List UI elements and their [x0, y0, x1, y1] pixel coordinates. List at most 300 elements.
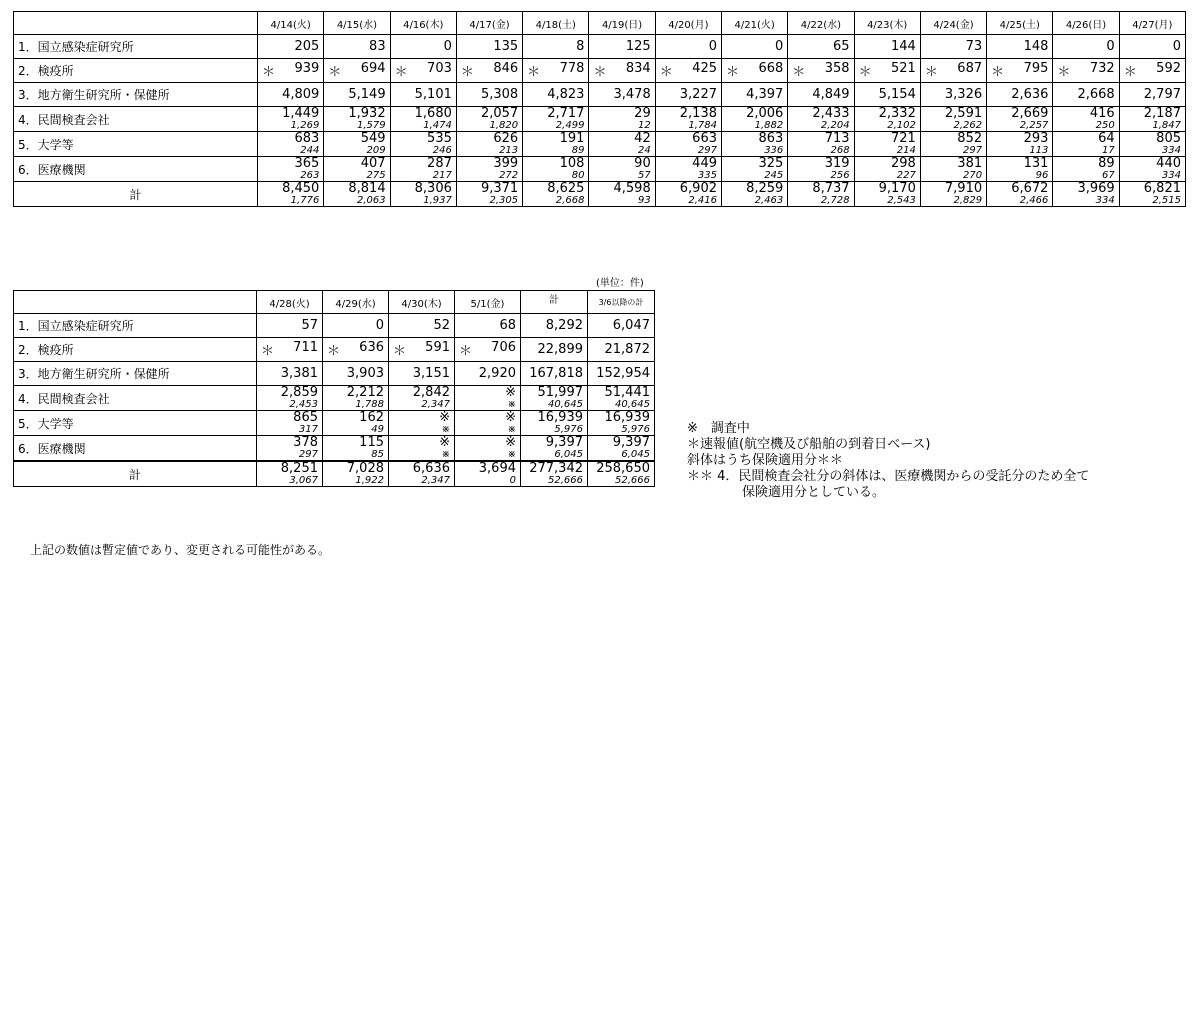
- value: 591: [425, 340, 450, 355]
- insured-value-cell: 263: [258, 170, 324, 182]
- value-cell: 863: [722, 132, 788, 146]
- value: 939: [294, 61, 320, 76]
- insured-value-cell: 213: [456, 145, 522, 157]
- provisional-marker: ＊: [1057, 65, 1071, 80]
- value-cell: 73: [920, 35, 986, 59]
- value-cell: 42: [589, 132, 655, 146]
- row-label: 4．民間検査会社: [14, 107, 258, 132]
- total-cell: 6,672: [987, 182, 1053, 196]
- insured-value-cell: 297: [655, 145, 721, 157]
- value-cell: 148: [987, 35, 1053, 59]
- total-cell: 8,814: [324, 182, 390, 196]
- row-label: 5．大学等: [14, 411, 257, 436]
- insured-value-cell: 96: [987, 170, 1053, 182]
- insured-value-cell: 80: [523, 170, 589, 182]
- insured-total-cell: 3,067: [257, 475, 323, 487]
- provisional-marker: ＊: [924, 65, 938, 80]
- total-label: 計: [14, 461, 257, 487]
- value-cell: [390, 59, 456, 83]
- date-header: 4/18(土): [523, 12, 589, 35]
- insured-value-cell: 1,784: [655, 120, 721, 132]
- insured-value-cell: 24: [589, 145, 655, 157]
- insured-value-cell: 268: [788, 145, 854, 157]
- insured-value-cell: 217: [390, 170, 456, 182]
- insured-since-mar6-cell: 6,045: [588, 449, 655, 461]
- value: 592: [1156, 61, 1181, 76]
- insured-total-cell: 5,976: [521, 424, 588, 436]
- value-cell: 663: [655, 132, 721, 146]
- insured-value-cell: 57: [589, 170, 655, 182]
- value-cell: ※: [389, 436, 455, 450]
- value-cell: 293: [987, 132, 1053, 146]
- value-cell: 29: [589, 107, 655, 121]
- value-cell: 2,859: [257, 386, 323, 400]
- value: 795: [1023, 61, 1049, 76]
- provisional-marker: ＊: [991, 65, 1005, 80]
- provisional-marker: ＊: [261, 344, 275, 359]
- value-cell: 162: [323, 411, 389, 425]
- insured-value-cell: ※: [455, 449, 521, 461]
- insured-total-cell: 2,416: [655, 195, 721, 207]
- row-total: [14, 182, 1186, 196]
- total-cell: 8,292: [521, 314, 588, 338]
- insured-value-cell: 335: [655, 170, 721, 182]
- insured-value-cell: 1,579: [324, 120, 390, 132]
- value-cell: 713: [788, 132, 854, 146]
- total-cell: 9,371: [456, 182, 522, 196]
- unit-label: (単位：件): [596, 278, 644, 289]
- total-cell: 8,450: [258, 182, 324, 196]
- total-cell: 16,939: [521, 411, 588, 425]
- row-local-institutes: [14, 362, 655, 386]
- insured-grand-total-cell: 52,666: [521, 475, 588, 487]
- value-cell: 5,149: [324, 83, 390, 107]
- provisional-marker: ＊: [1123, 65, 1137, 80]
- insured-value-cell: 275: [324, 170, 390, 182]
- provisional-marker: ＊: [858, 65, 872, 80]
- value-cell: 626: [456, 132, 522, 146]
- since-mar6-cell: 152,954: [588, 362, 655, 386]
- row-quarantine: [14, 59, 1186, 83]
- value-cell: 2,717: [523, 107, 589, 121]
- insured-total-cell: 93: [589, 195, 655, 207]
- insured-value-cell: 297: [257, 449, 323, 461]
- total-cell: 167,818: [521, 362, 588, 386]
- total-cell: 8,737: [788, 182, 854, 196]
- date-header: 4/14(火): [258, 12, 324, 35]
- value: 687: [957, 61, 983, 76]
- note-private-labs: ＊＊ 4．民間検査会社分の斜体は、医療機関からの受託分のため全て: [687, 469, 1090, 484]
- total-cell: 3,694: [455, 461, 521, 475]
- value-cell: 2,006: [722, 107, 788, 121]
- value-cell: 2,668: [1053, 83, 1119, 107]
- value-cell: 125: [589, 35, 655, 59]
- value-cell: 683: [258, 132, 324, 146]
- value-cell: 2,920: [455, 362, 521, 386]
- provisional-marker: ＊: [394, 65, 408, 80]
- total-label: 計: [14, 182, 258, 207]
- insured-value-cell: 1,269: [258, 120, 324, 132]
- value-cell: [323, 338, 389, 362]
- note-provisional: ＊速報値(航空機及び船舶の到着日ベース): [687, 437, 931, 452]
- value: 425: [692, 61, 717, 76]
- value-cell: [456, 59, 522, 83]
- header-row: [14, 12, 1186, 35]
- date-header: 4/28(火): [257, 291, 323, 314]
- row-label: 4．民間検査会社: [14, 386, 257, 411]
- value-cell: 0: [655, 35, 721, 59]
- notes-block: [687, 421, 1089, 501]
- provisional-marker: ＊: [593, 65, 607, 80]
- value-cell: 3,903: [323, 362, 389, 386]
- value-cell: 5,308: [456, 83, 522, 107]
- insured-value-cell: 12: [589, 120, 655, 132]
- insured-value-cell: 246: [390, 145, 456, 157]
- insured-value-cell: 2,453: [257, 399, 323, 411]
- value-cell: 440: [1119, 157, 1185, 171]
- since-mar6-cell: 9,397: [588, 436, 655, 450]
- value-cell: [987, 59, 1053, 83]
- provisional-marker: ＊: [393, 344, 407, 359]
- insured-value-cell: ※: [455, 399, 521, 411]
- provisional-marker: ＊: [792, 65, 806, 80]
- insured-total-cell: 2,347: [389, 475, 455, 487]
- insured-total-cell: 2,515: [1119, 195, 1185, 207]
- value-cell: 407: [324, 157, 390, 171]
- row-local-institutes: [14, 83, 1186, 107]
- insured-total-cell: 2,668: [523, 195, 589, 207]
- since-mar6-cell: 6,047: [588, 314, 655, 338]
- date-header: 4/22(水): [788, 12, 854, 35]
- insured-total-cell: 40,645: [521, 399, 588, 411]
- value-cell: 298: [854, 157, 920, 171]
- value-cell: 68: [455, 314, 521, 338]
- insured-value-cell: 2,262: [920, 120, 986, 132]
- date-header: 4/30(木): [389, 291, 455, 314]
- value-cell: 416: [1053, 107, 1119, 121]
- value-cell: 3,381: [257, 362, 323, 386]
- insured-total-cell: 2,728: [788, 195, 854, 207]
- value-cell: [722, 59, 788, 83]
- insured-value-cell: 334: [1119, 170, 1185, 182]
- insured-value-cell: 270: [920, 170, 986, 182]
- date-header: 4/26(日): [1053, 12, 1119, 35]
- row-universities: [14, 411, 655, 425]
- insured-value-cell: ※: [455, 424, 521, 436]
- value-cell: 1,449: [258, 107, 324, 121]
- date-header: 4/16(木): [390, 12, 456, 35]
- value-cell: 115: [323, 436, 389, 450]
- insured-since-mar6-cell: 5,976: [588, 424, 655, 436]
- value-cell: [1119, 59, 1185, 83]
- insured-total-cell: 2,463: [722, 195, 788, 207]
- insured-value-cell: 250: [1053, 120, 1119, 132]
- row-label: 1．国立感染症研究所: [14, 35, 258, 59]
- value-cell: ※: [455, 411, 521, 425]
- since-mar6-total-cell: 258,650: [588, 461, 655, 475]
- insured-total-cell: 2,829: [920, 195, 986, 207]
- since-mar6-cell: 51,441: [588, 386, 655, 400]
- since-mar6-cell: 21,872: [588, 338, 655, 362]
- insured-total-cell: 334: [1053, 195, 1119, 207]
- provisional-marker: ＊: [262, 65, 276, 80]
- value-cell: 2,057: [456, 107, 522, 121]
- insured-value-cell: 1,847: [1119, 120, 1185, 132]
- insured-value-cell: 2,499: [523, 120, 589, 132]
- value-cell: [589, 59, 655, 83]
- date-header: 4/17(金): [456, 12, 522, 35]
- insured-value-cell: 214: [854, 145, 920, 157]
- insured-value-cell: 256: [788, 170, 854, 182]
- insured-value-cell: 1,474: [390, 120, 456, 132]
- total-cell: 3,969: [1053, 182, 1119, 196]
- row-private-labs: [14, 386, 655, 400]
- value-cell: 4,823: [523, 83, 589, 107]
- value-cell: 83: [324, 35, 390, 59]
- total-cell: 9,170: [854, 182, 920, 196]
- insured-value-cell: 227: [854, 170, 920, 182]
- row-label: 6．医療機関: [14, 436, 257, 462]
- insured-value-cell: 67: [1053, 170, 1119, 182]
- value-cell: 2,797: [1119, 83, 1185, 107]
- value-cell: 5,101: [390, 83, 456, 107]
- value: 711: [293, 340, 318, 355]
- since-mar6-header: [588, 291, 655, 314]
- insured-value-cell: 297: [920, 145, 986, 157]
- value-cell: 2,636: [987, 83, 1053, 107]
- value: 703: [427, 61, 452, 76]
- value-cell: 144: [854, 35, 920, 59]
- row-quarantine: [14, 338, 655, 362]
- insured-total-cell: 1,937: [390, 195, 456, 207]
- insured-total-cell: 0: [455, 475, 521, 487]
- insured-value-cell: 113: [987, 145, 1053, 157]
- value-cell: 865: [257, 411, 323, 425]
- value-cell: [455, 338, 521, 362]
- date-header: 4/27(月): [1119, 12, 1185, 35]
- value-cell: 108: [523, 157, 589, 171]
- note-italic-insured: 斜体はうち保険適用分＊＊: [687, 453, 844, 468]
- date-header: 4/23(木): [854, 12, 920, 35]
- value: 706: [491, 340, 516, 355]
- value-cell: 549: [324, 132, 390, 146]
- value-cell: 2,842: [389, 386, 455, 400]
- provisional-marker: ＊: [328, 65, 342, 80]
- row-label: 3．地方衛生研究所・保健所: [14, 362, 257, 386]
- value: 846: [493, 61, 519, 76]
- value-cell: 2,212: [323, 386, 389, 400]
- since-mar6-label: 3/6以降の計: [598, 297, 644, 307]
- value-cell: 205: [258, 35, 324, 59]
- value-cell: 3,227: [655, 83, 721, 107]
- since-mar6-cell: 16,939: [588, 411, 655, 425]
- value-cell: 2,669: [987, 107, 1053, 121]
- value-cell: 3,151: [389, 362, 455, 386]
- test-count-table-apr14-27: [13, 11, 1186, 207]
- value-cell: [1053, 59, 1119, 83]
- value-cell: ※: [455, 386, 521, 400]
- row-niid: [14, 314, 655, 338]
- value-cell: 399: [456, 157, 522, 171]
- value-cell: 64: [1053, 132, 1119, 146]
- value-cell: 1,932: [324, 107, 390, 121]
- value-cell: 5,154: [854, 83, 920, 107]
- value-cell: 1,680: [390, 107, 456, 121]
- value-cell: 90: [589, 157, 655, 171]
- insured-value-cell: 245: [722, 170, 788, 182]
- total-cell: 8,625: [523, 182, 589, 196]
- provisional-marker: ＊: [327, 344, 341, 359]
- row-label: 2．検疫所: [14, 338, 257, 362]
- value-cell: 4,809: [258, 83, 324, 107]
- value-cell: 535: [390, 132, 456, 146]
- insured-value-cell: ※: [389, 449, 455, 461]
- total-cell: 7,028: [323, 461, 389, 475]
- insured-total-cell: 6,045: [521, 449, 588, 461]
- value-cell: 852: [920, 132, 986, 146]
- corner-cell: [14, 291, 257, 314]
- note-under-investigation: ※ 調査中: [687, 421, 750, 436]
- total-header: 計: [521, 291, 588, 314]
- total-cell: 7,910: [920, 182, 986, 196]
- value-cell: 57: [257, 314, 323, 338]
- value-cell: 4,849: [788, 83, 854, 107]
- value-cell: 191: [523, 132, 589, 146]
- value-cell: 0: [1119, 35, 1185, 59]
- insured-value-cell: 336: [722, 145, 788, 157]
- insured-since-mar6-total-cell: 52,666: [588, 475, 655, 487]
- insured-total-cell: 2,305: [456, 195, 522, 207]
- insured-total-cell: 1,922: [323, 475, 389, 487]
- value-cell: [389, 338, 455, 362]
- value-cell: 2,187: [1119, 107, 1185, 121]
- insured-value-cell: 85: [323, 449, 389, 461]
- value-cell: 0: [390, 35, 456, 59]
- insured-total-cell: 1,776: [258, 195, 324, 207]
- value-cell: 721: [854, 132, 920, 146]
- date-header: 4/20(月): [655, 12, 721, 35]
- value-cell: 131: [987, 157, 1053, 171]
- note-private-labs-cont: 保険適用分としている。: [742, 485, 886, 500]
- row-label: 1．国立感染症研究所: [14, 314, 257, 338]
- header-row: [14, 291, 655, 314]
- row-label: 3．地方衛生研究所・保健所: [14, 83, 258, 107]
- provisional-marker: ＊: [659, 65, 673, 80]
- value-cell: 365: [258, 157, 324, 171]
- insured-value-cell: 334: [1119, 145, 1185, 157]
- value: 694: [360, 61, 386, 76]
- value-cell: 0: [722, 35, 788, 59]
- insured-value-cell: 2,347: [389, 399, 455, 411]
- value: 732: [1089, 61, 1115, 76]
- value-cell: 2,138: [655, 107, 721, 121]
- value-cell: 2,433: [788, 107, 854, 121]
- total-cell: 8,251: [257, 461, 323, 475]
- value: 521: [891, 61, 916, 76]
- date-header: 4/29(水): [323, 291, 389, 314]
- insured-since-mar6-cell: 40,645: [588, 399, 655, 411]
- value-cell: [324, 59, 390, 83]
- date-header: 4/15(水): [324, 12, 390, 35]
- insured-value-cell: 317: [257, 424, 323, 436]
- test-count-table-apr28-may1: [13, 290, 655, 487]
- value-cell: 378: [257, 436, 323, 450]
- date-header: 4/21(火): [722, 12, 788, 35]
- value-cell: 287: [390, 157, 456, 171]
- grand-total-cell: 277,342: [521, 461, 588, 475]
- value-cell: 805: [1119, 132, 1185, 146]
- insured-total-cell: 2,543: [854, 195, 920, 207]
- row-niid: [14, 35, 1186, 59]
- total-cell: 22,899: [521, 338, 588, 362]
- total-cell: 4,598: [589, 182, 655, 196]
- value-cell: [257, 338, 323, 362]
- value-cell: 449: [655, 157, 721, 171]
- insured-value-cell: 272: [456, 170, 522, 182]
- total-cell: 6,902: [655, 182, 721, 196]
- row-label: 5．大学等: [14, 132, 258, 157]
- value-cell: [258, 59, 324, 83]
- insured-value-cell: ※: [389, 424, 455, 436]
- provisional-marker: ＊: [459, 344, 473, 359]
- value-cell: ※: [389, 411, 455, 425]
- value: 668: [758, 61, 784, 76]
- value-cell: [920, 59, 986, 83]
- footnote: 上記の数値は暫定値であり、変更される可能性がある。: [30, 543, 331, 557]
- row-label: 2．検疫所: [14, 59, 258, 83]
- value-cell: 4,397: [722, 83, 788, 107]
- date-header: 4/25(土): [987, 12, 1053, 35]
- row-medical-institutions: [14, 436, 655, 450]
- value-cell: 8: [523, 35, 589, 59]
- insured-value-cell: 89: [523, 145, 589, 157]
- value-cell: 89: [1053, 157, 1119, 171]
- insured-total-cell: 2,063: [324, 195, 390, 207]
- value: 834: [625, 61, 651, 76]
- value-cell: [655, 59, 721, 83]
- value-cell: ※: [455, 436, 521, 450]
- value-cell: [523, 59, 589, 83]
- value: 778: [559, 61, 585, 76]
- value-cell: 0: [323, 314, 389, 338]
- total-cell: 51,997: [521, 386, 588, 400]
- row-total: [14, 461, 655, 475]
- total-cell: 8,306: [390, 182, 456, 196]
- value-cell: 3,326: [920, 83, 986, 107]
- total-cell: 6,636: [389, 461, 455, 475]
- value-cell: [788, 59, 854, 83]
- value-cell: 0: [1053, 35, 1119, 59]
- date-header: 5/1(金): [455, 291, 521, 314]
- value-cell: 65: [788, 35, 854, 59]
- insured-value-cell: 1,882: [722, 120, 788, 132]
- value: 358: [824, 61, 850, 76]
- value-cell: 325: [722, 157, 788, 171]
- provisional-marker: ＊: [726, 65, 740, 80]
- provisional-marker: ＊: [460, 65, 474, 80]
- insured-value-cell: 1,820: [456, 120, 522, 132]
- value-cell: [854, 59, 920, 83]
- date-header: 4/24(金): [920, 12, 986, 35]
- value-cell: 319: [788, 157, 854, 171]
- insured-value-cell: 2,257: [987, 120, 1053, 132]
- value-cell: 381: [920, 157, 986, 171]
- date-header: 4/19(日): [589, 12, 655, 35]
- total-cell: 9,397: [521, 436, 588, 450]
- value: 636: [359, 340, 384, 355]
- value-cell: 2,591: [920, 107, 986, 121]
- row-universities: [14, 132, 1186, 146]
